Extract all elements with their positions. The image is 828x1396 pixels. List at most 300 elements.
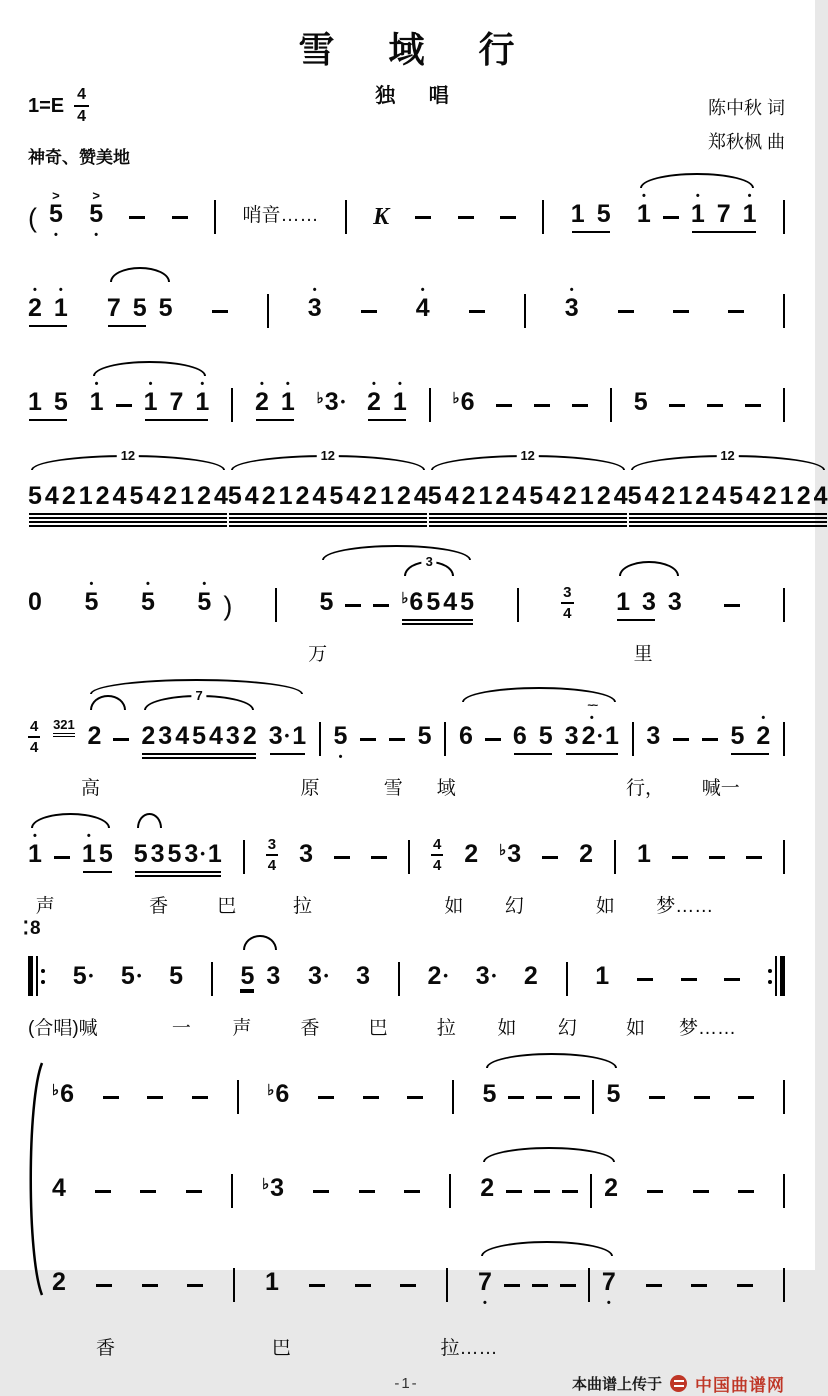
slur-arc	[144, 688, 253, 710]
note-group	[427, 448, 628, 525]
note	[159, 281, 173, 337]
note-digit-row	[265, 1270, 279, 1295]
note	[308, 949, 328, 1005]
note-digit-row	[195, 390, 209, 415]
note-digit-row	[317, 390, 346, 415]
note-digit: 1	[690, 200, 705, 228]
duration-dash	[363, 1096, 379, 1099]
lyrics-line	[28, 773, 785, 799]
note-digit: 3	[564, 294, 579, 322]
duration-dash	[672, 856, 688, 859]
note-digit-row	[266, 964, 280, 989]
duration-dash	[746, 856, 762, 859]
note	[571, 187, 585, 243]
note-digit-row	[45, 484, 59, 509]
barline	[345, 200, 347, 234]
note-group	[255, 375, 295, 431]
note-digit-row	[602, 1270, 616, 1295]
note-digit-row	[144, 390, 158, 415]
note-digit-row	[499, 842, 521, 867]
note-digit: 2	[596, 482, 611, 510]
lyric-syllable: 梦……	[656, 896, 714, 917]
note-digit: 3	[667, 588, 682, 616]
note-group	[28, 375, 68, 431]
duration-dash	[500, 216, 516, 219]
note	[266, 949, 280, 1005]
note	[605, 709, 619, 765]
note-digit-row	[445, 484, 459, 509]
note-digit-row	[180, 484, 194, 509]
note-digit: 1	[180, 482, 195, 510]
note	[28, 575, 42, 631]
lyric-syllable: 幻	[504, 896, 524, 917]
note-digit: 4	[52, 1174, 66, 1202]
note	[480, 1161, 494, 1217]
note	[579, 827, 593, 883]
note-digit-row	[495, 484, 509, 509]
note-digit-row	[159, 296, 173, 321]
note-digit-row	[483, 1082, 497, 1107]
note-digit-row	[595, 964, 609, 989]
note-digit: 2	[28, 294, 42, 322]
lyric-syllable: 原	[300, 778, 320, 799]
note-digit-row	[478, 484, 492, 509]
note-digit: 7	[169, 388, 184, 416]
note-digit: 5	[98, 840, 113, 868]
duration-dash	[673, 310, 689, 313]
barline	[588, 1268, 590, 1302]
note-digit-row	[565, 724, 579, 749]
note-digit: 5	[120, 962, 135, 990]
beam-line	[83, 871, 112, 873]
slur-arc	[31, 813, 110, 828]
duration-dash	[506, 1190, 522, 1193]
beam-lines	[617, 619, 655, 621]
flat-icon: ♭	[499, 842, 507, 859]
repeat-start-barline	[28, 956, 45, 996]
slur-arc	[486, 1053, 618, 1068]
time-sig-numerator: 3	[561, 585, 573, 604]
note-digit: 2	[523, 962, 538, 990]
note	[459, 709, 473, 765]
lyrics-line	[28, 1013, 785, 1039]
note-digit-row	[634, 390, 648, 415]
note-digit-row	[756, 724, 770, 749]
lyric-syllable: 巴	[368, 1018, 388, 1039]
lyric-syllable: 巴	[217, 896, 237, 917]
note-group	[144, 375, 210, 431]
slur-arc	[483, 1147, 615, 1162]
note-digit: 5	[133, 840, 148, 868]
note-digit: 4	[244, 482, 259, 510]
octave-dot-high: •	[259, 378, 264, 390]
tuplet-number: 12	[516, 449, 538, 462]
octave-dot-high: •	[312, 284, 317, 296]
beam-line	[429, 517, 627, 519]
note-digit-row	[418, 724, 432, 749]
note-digit-row	[121, 964, 141, 989]
note-digit-row	[743, 202, 757, 227]
note-digit: 5	[132, 294, 147, 322]
note-group	[197, 575, 232, 631]
thick-barline	[780, 956, 785, 996]
duration-dash	[738, 1096, 754, 1099]
note-digit-row	[546, 484, 560, 509]
note	[269, 709, 289, 765]
note-digit-row	[245, 484, 259, 509]
beam-lines	[514, 753, 552, 755]
note-digit-row	[443, 590, 457, 615]
note-digit: 5	[730, 722, 745, 750]
barline	[614, 840, 616, 874]
lyric-syllable: 梦……	[679, 1018, 737, 1039]
note-digit-row	[614, 484, 628, 509]
barline	[398, 962, 400, 996]
duration-dash	[728, 310, 744, 313]
beam-lines	[731, 753, 769, 755]
note-digit: 2	[95, 482, 110, 510]
note-digit-row	[84, 590, 98, 615]
duration-dash	[360, 738, 376, 741]
note-group	[483, 1051, 621, 1123]
note	[262, 1161, 284, 1217]
beam-lines	[29, 513, 227, 527]
duration-dash	[116, 404, 132, 407]
note-digit: 3	[225, 722, 240, 750]
note-digit: 4	[644, 482, 659, 510]
lyric-syllable: 声	[232, 1018, 252, 1039]
tempo-mood-marking: 神奇、赞美地	[28, 148, 130, 167]
note-digit-row	[308, 964, 328, 989]
note	[483, 1067, 497, 1123]
note-digit: 2	[604, 1174, 619, 1202]
note-digit: 3	[266, 962, 281, 990]
note	[169, 375, 183, 431]
duration-dash	[663, 216, 679, 219]
note-digit-row	[169, 390, 183, 415]
note-digit-row	[197, 590, 211, 615]
note-digit-row	[513, 724, 527, 749]
barline	[783, 722, 785, 756]
beam-line	[692, 231, 756, 233]
note-digit-row	[329, 484, 343, 509]
augmentation-dot: •	[340, 394, 346, 409]
note-group	[691, 187, 757, 243]
performance-type: 独 唱	[375, 85, 463, 107]
note-digit: 5	[529, 482, 544, 510]
beam-line	[29, 419, 67, 421]
duration-dash	[359, 1190, 375, 1193]
tuplet-number: 12	[317, 449, 339, 462]
note	[646, 709, 660, 765]
beam-lines	[29, 325, 67, 327]
grace-notes: 321	[53, 718, 75, 737]
note-digit: 3	[158, 722, 173, 750]
beam-line	[270, 753, 305, 755]
note-digit: 2	[579, 840, 594, 868]
beam-line	[572, 231, 610, 233]
note-under	[94, 227, 98, 243]
note-digit: 4	[745, 482, 760, 510]
slur-arc	[137, 813, 162, 828]
duration-dash	[542, 856, 558, 859]
note-digit: 4	[444, 482, 459, 510]
barline	[214, 200, 216, 234]
note-digit-row	[192, 724, 206, 749]
note-digit-row	[296, 484, 310, 509]
duration-dash	[400, 1284, 416, 1287]
note-digit: 5	[89, 200, 104, 228]
duration-dash	[737, 1284, 753, 1287]
note-digit: 1	[742, 200, 757, 228]
site-name: 中国曲谱网	[695, 1375, 785, 1395]
note	[292, 709, 306, 765]
lyric-syllable: 拉……	[440, 1338, 498, 1359]
lyric-syllable: 香	[300, 1018, 320, 1039]
note-digit-row	[604, 1176, 618, 1201]
time-sig-numerator: 4	[28, 719, 40, 738]
note-digit: 4	[346, 482, 361, 510]
slur-arc	[631, 448, 825, 470]
note	[281, 375, 295, 431]
barline	[444, 722, 446, 756]
note-under	[607, 1295, 611, 1311]
note-digit: 5	[633, 388, 648, 416]
lyric-syllable: (合唱)喊	[28, 1018, 98, 1039]
note-digit-row	[334, 724, 348, 749]
note-digit-row	[292, 724, 306, 749]
note	[54, 375, 68, 431]
barline	[783, 588, 785, 622]
note-digit: 1	[579, 482, 594, 510]
beam-lines	[402, 619, 473, 625]
note-digit-row	[209, 724, 223, 749]
page-footer	[28, 1371, 785, 1395]
key-signature-row	[28, 87, 130, 125]
lyric-syllable: 如	[626, 1018, 646, 1039]
note-digit: 2	[581, 722, 596, 750]
note-digit-row	[184, 842, 204, 867]
note-digit-row	[281, 390, 295, 415]
note-group	[627, 448, 828, 525]
letter-k-mark: K	[373, 204, 390, 230]
note-group	[227, 448, 428, 525]
note-digit: 5	[169, 962, 183, 990]
lyric-syllable: 香	[149, 896, 169, 917]
note-digit-row	[52, 1270, 66, 1295]
time-sig-denominator: 4	[30, 739, 39, 756]
note	[642, 575, 656, 631]
meter-numerator: 4	[74, 87, 89, 107]
note-group	[141, 688, 257, 765]
octave-dot-high: •	[89, 578, 94, 590]
note-digit: 2	[563, 482, 577, 510]
note-group	[107, 281, 147, 337]
note-digit: 5	[84, 588, 99, 616]
time-sig-numerator: 4	[431, 837, 443, 856]
beam-line	[135, 871, 221, 873]
note-digit-row	[668, 590, 682, 615]
tuplet-number: 3	[422, 555, 437, 568]
note-group	[730, 709, 770, 765]
augmentation-dot: •	[88, 968, 94, 983]
note-digit: 4	[443, 588, 458, 616]
note	[393, 375, 407, 431]
beam-line	[629, 521, 827, 523]
note-digit-row	[426, 590, 440, 615]
note	[691, 187, 705, 243]
note	[121, 949, 141, 1005]
note-digit-row	[49, 202, 63, 227]
duration-dash	[702, 738, 718, 741]
duration-dash	[637, 978, 653, 981]
note	[637, 187, 651, 243]
barline	[319, 722, 321, 756]
note-digit: 5	[729, 482, 743, 510]
note-digit: 3	[646, 722, 661, 750]
note-digit: 6	[275, 1080, 290, 1108]
lyric-syllable: 一	[171, 1018, 191, 1039]
note-digit: 5	[333, 722, 348, 750]
note-digit-row	[73, 964, 93, 989]
duration-dash	[649, 1096, 665, 1099]
note-digit: 5	[417, 722, 432, 750]
note-digit-row	[397, 484, 411, 509]
octave-dot-high: •	[420, 284, 425, 296]
note-digit-row	[580, 484, 594, 509]
note	[730, 709, 744, 765]
note-digit-row	[453, 390, 475, 415]
note-digit: 5	[460, 588, 475, 616]
note-digit: 1	[81, 840, 96, 868]
note-group	[87, 693, 129, 765]
note-digit-row	[717, 202, 731, 227]
note-digit-row	[228, 484, 242, 509]
note-digit-row	[367, 390, 381, 415]
note-digit: 1	[89, 388, 104, 416]
flat-icon: ♭	[452, 390, 460, 407]
note-digit-row	[52, 1176, 66, 1201]
time-signature	[28, 719, 40, 755]
beam-line	[514, 753, 552, 755]
note-digit-row	[28, 390, 42, 415]
note-digit: 5	[227, 482, 242, 510]
lyric-syllable: 声	[35, 896, 55, 917]
barline	[237, 1080, 239, 1114]
note-digit-row	[134, 842, 148, 867]
note	[28, 375, 42, 431]
beam-lines	[145, 419, 209, 421]
note-decorations	[587, 701, 596, 724]
note	[756, 709, 770, 765]
octave-dot-high: •	[148, 378, 153, 390]
barline	[566, 962, 568, 996]
barline	[452, 1080, 454, 1114]
note-group	[107, 265, 173, 337]
note-digit: 1	[264, 1268, 279, 1296]
lyric-syllable: 如	[497, 1018, 517, 1039]
note-digit: 4	[112, 482, 127, 510]
octave-dot-low: •	[94, 229, 99, 241]
note-digit-row	[563, 484, 577, 509]
octave-dot-low: •	[338, 751, 343, 763]
note-digit-row	[646, 724, 660, 749]
note-digit: 5	[28, 482, 42, 510]
beam-line	[29, 513, 227, 515]
beam-line	[142, 753, 255, 755]
note	[73, 949, 93, 1005]
note-digit: 5	[129, 482, 144, 510]
duration-dash	[536, 1096, 552, 1099]
note-digit-row	[346, 484, 360, 509]
note-digit: 5	[72, 962, 87, 990]
slur-arc	[90, 695, 126, 710]
duration-dash	[572, 404, 588, 407]
duration-dash	[192, 1096, 208, 1099]
beam-line	[142, 757, 255, 759]
barline	[783, 1174, 785, 1208]
note-digit: 5	[319, 588, 334, 616]
note-digit: 1	[380, 482, 394, 510]
note-digit-row	[763, 484, 777, 509]
slur-arc	[231, 448, 425, 470]
note-digit-row	[169, 964, 183, 989]
note-digit: 7	[477, 1268, 492, 1296]
note-digit-row	[512, 484, 526, 509]
note-digit: 1	[207, 840, 222, 868]
repeat-dots	[41, 969, 45, 984]
note-digit-row	[645, 484, 659, 509]
note	[195, 375, 209, 431]
note	[319, 575, 333, 631]
note-digit-row	[730, 724, 744, 749]
note-digit: 2	[363, 482, 378, 510]
duration-dash	[534, 404, 550, 407]
note-digit: 4	[712, 482, 727, 510]
note-group	[28, 281, 68, 337]
note	[265, 1255, 279, 1311]
time-sig-denominator: 4	[563, 605, 572, 622]
beam-line	[256, 419, 294, 421]
note-digit: 5	[158, 294, 173, 322]
note-digit-row	[175, 724, 189, 749]
note-digit: 3	[641, 588, 656, 616]
duration-dash	[707, 404, 723, 407]
note-group	[571, 187, 611, 243]
note-under	[54, 227, 58, 243]
barline	[275, 588, 277, 622]
duration-dash	[485, 738, 501, 741]
note-digit-row	[524, 964, 538, 989]
duration-dash	[646, 1284, 662, 1287]
note	[743, 187, 757, 243]
site-logo-icon	[670, 1375, 687, 1392]
note	[499, 827, 521, 883]
note-digit: 4	[512, 482, 527, 510]
barline	[267, 294, 269, 328]
note-digit: 5	[49, 200, 63, 228]
note-digit: 3	[564, 722, 579, 750]
note-digit-row	[28, 484, 42, 509]
note	[453, 375, 475, 431]
note-digit: 2	[261, 482, 276, 510]
beam-line	[429, 521, 627, 523]
key-and-mood	[28, 75, 130, 168]
note-digit-row	[393, 390, 407, 415]
accent-icon: >	[92, 188, 100, 203]
note-digit-row	[642, 590, 656, 615]
note-digit: 5	[627, 482, 642, 510]
